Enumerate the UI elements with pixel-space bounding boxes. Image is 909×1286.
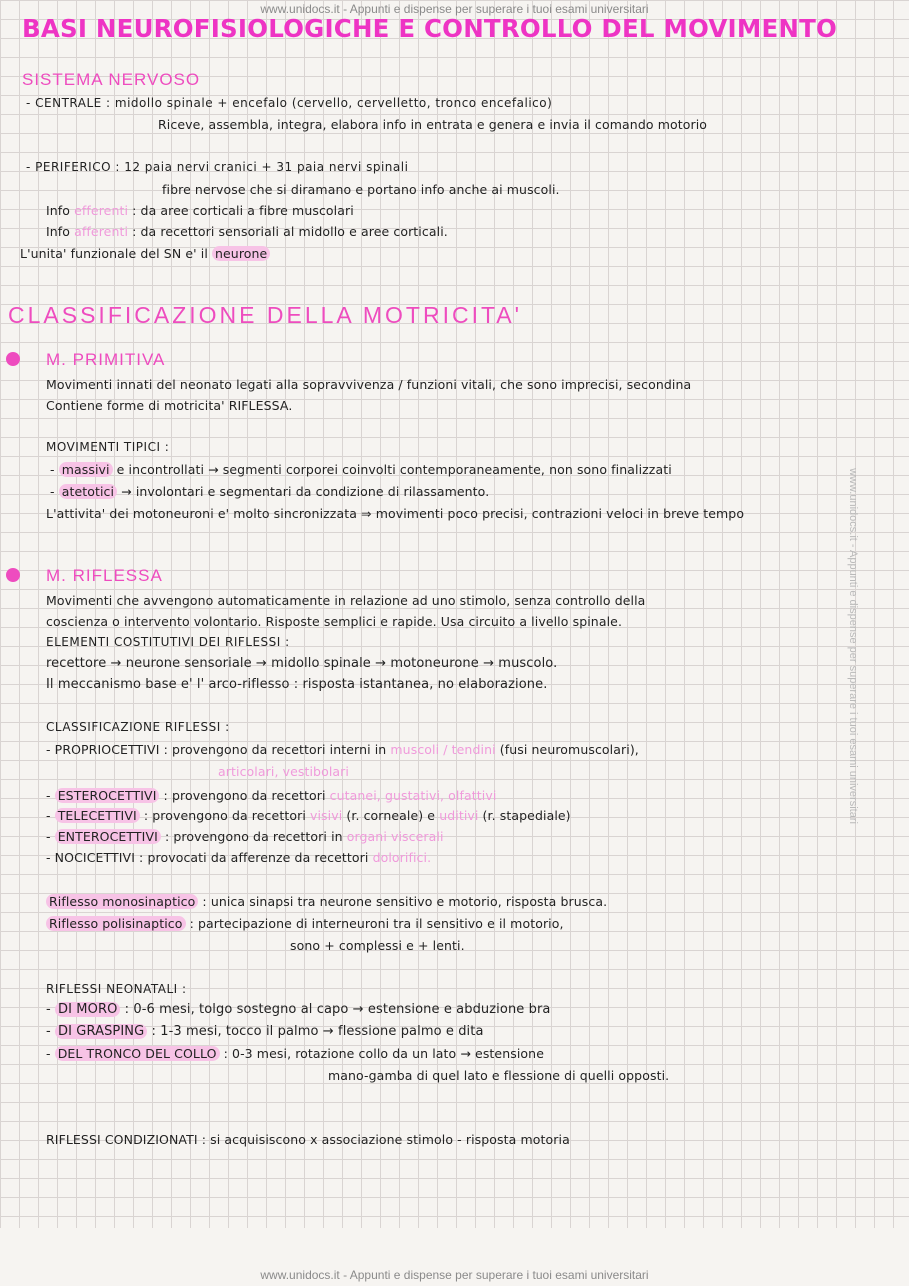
text-line: CLASSIFICAZIONE RIFLESSI : xyxy=(46,720,230,734)
highlight-term: DI GRASPING xyxy=(55,1024,147,1039)
subsection-heading-primitiva: M. PRIMITIVA xyxy=(46,350,166,369)
highlight-term: afferenti xyxy=(74,224,129,239)
text-line: Movimenti che avvengono automaticamente in relazione ad uno stimolo, senza controllo della xyxy=(46,593,646,608)
text-line: sono + complessi e + lenti. xyxy=(290,938,465,953)
text-line: - PROPRIOCETTIVI : provengono da recettori interni in muscoli / tendini (fusi neuromuscolari), xyxy=(46,742,639,757)
bullet-dot-icon xyxy=(6,568,20,582)
text-line: Info efferenti : da aree corticali a fibre muscolari xyxy=(46,203,354,218)
text-line: - CENTRALE : midollo spinale + encefalo (cervello, cervelletto, tronco encefalico) xyxy=(26,96,553,110)
text-line: MOVIMENTI TIPICI : xyxy=(46,440,170,454)
highlight-term: efferenti xyxy=(74,203,129,218)
text-line: articolari, vestibolari xyxy=(218,764,349,779)
text-line: - NOCICETTIVI : provocati da afferenze da recettori dolorifici. xyxy=(46,850,432,865)
text-line: - TELECETTIVI : provengono da recettori visivi (r. corneale) e uditivi (r. stapediale) xyxy=(46,808,571,823)
text-line: - atetotici → involontari e segmentari da condizione di rilassamento. xyxy=(50,484,490,499)
text-line: ELEMENTI COSTITUTIVI DEI RIFLESSI : xyxy=(46,635,290,649)
highlight-term: massivi xyxy=(59,462,113,477)
text-line: L'attivita' dei motoneuroni e' molto sincronizzata ⇒ movimenti poco precisi, contrazioni veloci in breve tempo xyxy=(46,506,745,521)
text-line: RIFLESSI NEONATALI : xyxy=(46,982,187,996)
section-heading-sistema: SISTEMA NERVOSO xyxy=(22,70,201,89)
text-line: L'unita' funzionale del SN e' il neurone xyxy=(20,246,270,261)
text-line: coscienza o intervento volontario. Risposte semplici e rapide. Usa circuito a livello spinale. xyxy=(46,614,623,629)
text-line: - massivi e incontrollati → segmenti corporei coinvolti contemporaneamente, non sono finalizzati xyxy=(50,462,672,477)
text-line: Riceve, assembla, integra, elabora info in entrata e genera e invia il comando motorio xyxy=(158,117,708,132)
subsection-heading-riflessa: M. RIFLESSA xyxy=(46,566,163,585)
text-line: - DEL TRONCO DEL COLLO : 0-3 mesi, rotazione collo da un lato → estensione xyxy=(46,1046,544,1061)
text-line: Contiene forme di motricita' RIFLESSA. xyxy=(46,398,293,413)
watermark-top[interactable]: www.unidocs.it - Appunti e dispense per superare i tuoi esami universitari xyxy=(260,2,649,16)
text-line: Il meccanismo base e' l' arco-riflesso : risposta istantanea, no elaborazione. xyxy=(46,677,548,692)
text-line: Movimenti innati del neonato legati alla sopravvivenza / funzioni vitali, che sono imprecisi, secondina xyxy=(46,377,692,392)
text-line: mano-gamba di quel lato e flessione di quelli opposti. xyxy=(328,1068,670,1083)
highlight-term: DI MORO xyxy=(55,1002,120,1017)
text-line: - ENTEROCETTIVI : provengono da recettori in organi viscerali xyxy=(46,829,444,844)
text-line: recettore → neurone sensoriale → midollo spinale → motoneurone → muscolo. xyxy=(46,656,558,671)
highlight-term: TELECETTIVI xyxy=(55,808,140,823)
page-title: BASI NEUROFISIOLOGICHE E CONTROLLO DEL MOVIMENTO xyxy=(22,14,838,43)
text-line: - PERIFERICO : 12 paia nervi cranici + 31 paia nervi spinali xyxy=(26,160,409,174)
watermark-right: www.unidocs.it - Appunti e dispense per superare i tuoi esami universitari xyxy=(846,468,859,824)
section-heading-classificazione: CLASSIFICAZIONE DELLA MOTRICITA' xyxy=(8,302,523,328)
highlight-term: atetotici xyxy=(59,484,117,499)
text-line: Riflesso monosinaptico : unica sinapsi tra neurone sensitivo e motorio, risposta brusca. xyxy=(46,894,607,909)
highlight-term: DEL TRONCO DEL COLLO xyxy=(55,1046,220,1061)
highlight-term: neurone xyxy=(212,246,270,261)
highlight-term: ENTEROCETTIVI xyxy=(55,829,161,844)
text-line: - DI MORO : 0-6 mesi, tolgo sostegno al capo → estensione e abduzione bra xyxy=(46,1002,551,1017)
footer-area xyxy=(0,1228,909,1268)
highlight-term: Riflesso polisinaptico xyxy=(46,916,186,931)
text-line: Riflesso polisinaptico : partecipazione di interneuroni tra il sensitivo e il motorio, xyxy=(46,916,564,931)
text-line: RIFLESSI CONDIZIONATI : si acquisiscono x associazione stimolo - risposta motoria xyxy=(46,1132,570,1147)
text-line: fibre nervose che si diramano e portano info anche ai muscoli. xyxy=(162,182,560,197)
text-line: - ESTEROCETTIVI : provengono da recettori cutanei, gustativi, olfattivi xyxy=(46,788,497,803)
highlight-term: muscoli / tendini xyxy=(390,742,496,757)
bullet-dot-icon xyxy=(6,352,20,366)
text-line: - DI GRASPING : 1-3 mesi, tocco il palmo → flessione palmo e dita xyxy=(46,1024,484,1039)
watermark-bottom[interactable]: www.unidocs.it - Appunti e dispense per superare i tuoi esami universitari xyxy=(0,1268,909,1286)
highlight-term: Riflesso monosinaptico xyxy=(46,894,198,909)
highlight-term: ESTEROCETTIVI xyxy=(55,788,160,803)
text-line: Info afferenti : da recettori sensoriali al midollo e aree corticali. xyxy=(46,224,448,239)
